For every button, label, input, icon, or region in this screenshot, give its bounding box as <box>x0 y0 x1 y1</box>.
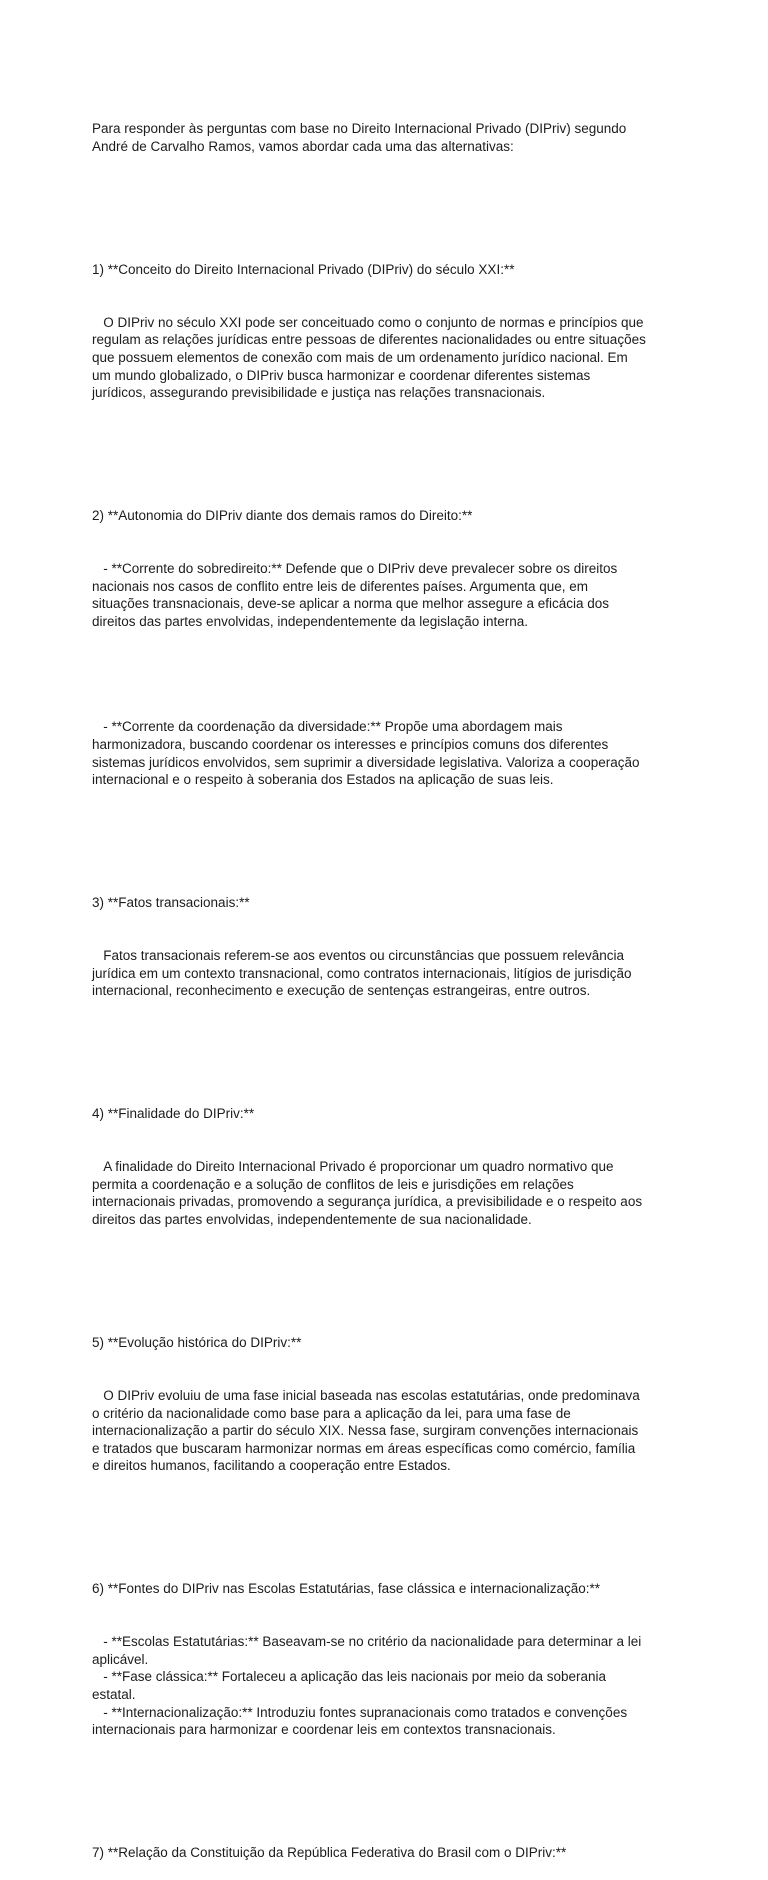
section-7-heading: 7) **Relação da Constituição da República Federativa do Brasil com o DIPriv:** <box>92 1845 567 1861</box>
paragraph-gap <box>92 666 712 684</box>
section-1-heading: 1) **Conceito do Direito Internacional Privado (DIPriv) do século XXI:** <box>92 261 515 277</box>
section-3-body: Fatos transacionais referem-se aos eventos ou circunstâncias que possuem relevância jurídica em um contexto transnacional, como contratos internacionais, litígios de jurisdição internacional, reconhecimento e execução de sentenças estrangeiras, entre outros. <box>92 948 632 999</box>
paragraph-gap <box>92 824 712 842</box>
paragraph-gap <box>92 1510 712 1528</box>
section-5-heading: 5) **Evolução histórica do DIPriv:** <box>92 1335 302 1351</box>
section-4-heading: 4) **Finalidade do DIPriv:** <box>92 1106 255 1122</box>
section-2-body-sobredireito: - **Corrente do sobredireito:** Defende que o DIPriv deve prevalecer sobre os direitos nacionais nos casos de conflito entre leis de diferentes países. Argumenta que, em situações transnacionais, deve-se aplicar a norma que melhor assegure a eficácia dos direitos das partes envolvidas, independentemente da legislação interna. <box>92 561 618 629</box>
paragraph-gap <box>92 1035 712 1053</box>
section-4-body: A finalidade do Direito Internacional Privado é proporcionar um quadro normativo que permita a coordenação e a solução de conflitos de leis e jurisdições em relações internacionais privadas, promovendo a segurança jurídica, a previsibilidade e o respeito aos direitos das partes envolvidas, independentemente de sua nacionalidade. <box>92 1159 643 1227</box>
section-1-body: O DIPriv no século XXI pode ser conceituado como o conjunto de normas e princípios que regulam as relações jurídicas entre pessoas de diferentes nacionalidades ou entre situações que possuem elementos de conexão com mais de um ordenamento jurídico nacional. Em um mundo globalizado, o DIPriv busca harmonizar e coordenar diferentes sistemas jurídicos, assegurando previsibilidade e justiça nas relações transnacionais. <box>92 314 646 401</box>
paragraph-gap <box>92 1774 712 1792</box>
section-5-body: O DIPriv evoluiu de uma fase inicial baseada nas escolas estatutárias, onde predominava o critério da nacionalidade como base para a aplicação da lei, para uma fase de internacionalização a partir do século XIX. Nessa fase, surgiram convenções internacionais e tratados que buscaram harmonizar normas em áreas específicas como comércio, família e direitos humanos, facilitando a cooperação entre Estados. <box>92 1387 640 1474</box>
paragraph-gap <box>92 191 712 209</box>
section-6-body: - **Escolas Estatutárias:** Baseavam-se no critério da nacionalidade para determinar a lei aplicável. - **Fase clássica:** Fortaleceu a aplicação das leis nacionais por meio da soberania estatal. - **Internacionalização:** Introduziu fontes supranacionais como tratados e convenções internacionais para harmonizar e coordenar leis em contextos transnacionais. <box>92 1634 642 1738</box>
section-3-heading: 3) **Fatos transacionais:** <box>92 895 250 911</box>
intro-paragraph: Para responder às perguntas com base no Direito Internacional Privado (DIPriv) segundo André de Carvalho Ramos, vamos abordar cada uma das alternativas: <box>92 121 627 154</box>
section-2-body-coordenacao: - **Corrente da coordenação da diversidade:** Propõe uma abordagem mais harmonizadora, buscando coordenar os interesses e princípios comuns dos diferentes sistemas jurídicos envolvidos, sem suprimir a diversidade legislativa. Valoriza a cooperação internacional e o respeito à soberania dos Estados na aplicação de suas leis. <box>92 719 640 788</box>
paragraph-gap <box>92 1264 712 1282</box>
section-2-heading: 2) **Autonomia do DIPriv diante dos demais ramos do Direito:** <box>92 508 473 524</box>
section-6-heading: 6) **Fontes do DIPriv nas Escolas Estatutárias, fase clássica e internacionalização:** <box>92 1581 600 1597</box>
paragraph-gap <box>92 437 712 455</box>
document-page <box>92 85 712 1880</box>
